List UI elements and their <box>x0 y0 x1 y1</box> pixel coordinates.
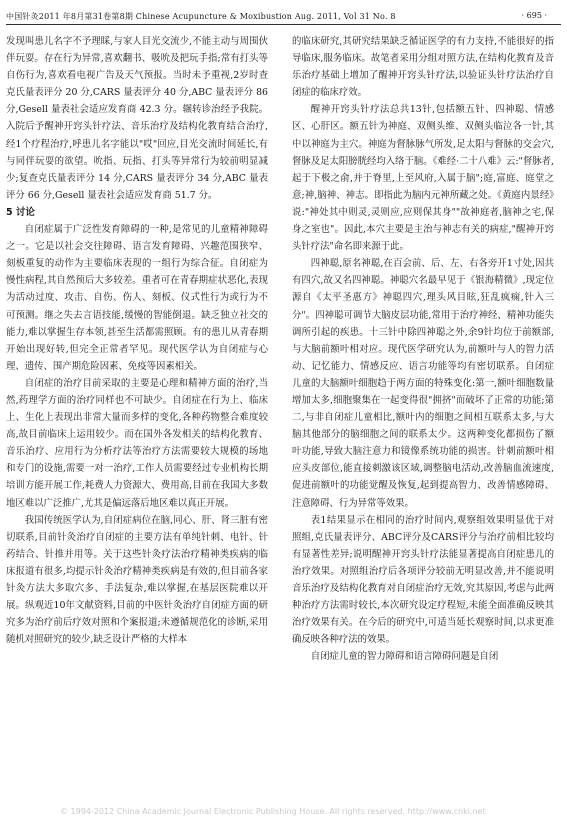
header-rule <box>6 24 561 25</box>
page-number: · 695 · <box>521 11 547 20</box>
method-paragraph: 醒神开窍头针疗法总共13针,包括额五针、四神聪、情感区、心肝区。额五针为神庭、双侧头维、双侧头临泣各一针,其中以神庭为主穴。神庭为督脉脉气所发,足太阳与督脉的交会穴,督脉及足太阳膀胱经均入络于脑。《难经·二十八难》云:"督脉者,起于下极之俞,并于脊里,上至风府,入属于脑";庭,富庭、庭堂之意;神,脑神、神志。即指此为脑内元神所藏之处。《黄庭内景经》说:"神处其中则灵,灵则应,应则保其身""故神庭者,脑神之宅,保身之室也"。因此,本穴主要是主治与神志有关的病症,"醒神开窍头针疗法"命名即来源于此。 <box>292 104 554 253</box>
left-column <box>6 33 268 648</box>
discussion-paragraph-1: 自闭症属于广泛性发育障碍的一种,是常见的儿童精神障碍之一。它是以社会交往障碍、语言发育障碍、兴趣范围狭窄、刻板重复的动作为主要临床表现的一组行为综合征。自闭症为慢性病程,其自然预后大多较差。重者可在青春期症状恶化,表现为活动过度、攻击、自伤、伤人、刻板、仪式性行为或行为不可预测。继之失去言语技能,缓慢的智能倒退。缺乏独立社交的能力,难以掌握生存本领,甚至生活都需照顾。有的患儿从青春期开始出现好转,但完全正常者罕见。现代医学认为自闭症与心理、遗传、围产期危险因素、免疫等因素相关。 <box>6 224 268 372</box>
copyright-watermark: © 1994-2012 China Academic Journal Electronic Publishing House. All rights reserved. http://www.cnki.net <box>60 807 486 816</box>
right-column <box>292 33 554 665</box>
section-title-discussion: 5 讨论 <box>6 206 35 218</box>
running-header <box>0 0 567 28</box>
sishencong-paragraph: 四神聪,原名神聪,在百会前、后、左、右各旁开1寸处,因共有四穴,故又名四神聪。神聪穴名最早见于《银海精微》,现定位源自《太平圣惠方》神聪四穴,理头风目眩,狂乱疯痫,针入三分"。四神聪可调节大脑皮层功能,常用于治疗神经、精神功能失调所引起的疾患。十三针中除四神聪之外,余9针均位于前额部,与大脑前额叶相对应。现代医学研究认为,前额叶与人的智力活动、记忆能力、情感反应、语言功能等均有密切联系。自闭症儿童的大脑额叶细胞趋于两方面的特殊变化:第一,额叶细胞数量增加太多,细胞聚集在一起变得很"拥挤"而破坏了正常的功能;第二,与非自闭症儿童相比,额叶内的细胞之间相互联系太多,与大脑其他部分的脑细胞之间的联系太少。这两种变化都损伤了额叶功能,导致大脑注意力和镜像系统功能的损害。针刺前额叶相应头皮部位,能直接刺激该区域,调整脑电活动,改善脑血流速度,促进前额叶的功能觉醒及恢复,起到提高智力、改善情感障碍、注意障碍、行为异常等效果。 <box>292 258 554 509</box>
closing-paragraph: 自闭症儿童的智力障碍和语言障碍问题是自闭 <box>310 651 499 663</box>
results-paragraph: 表1结果显示在相同的治疗时间内,观察组效果明显优于对照组,克氏量表评分、ABC评分及CARS评分与治疗前相比较均有显著性差异;说明醒神开窍头针疗法能显著提高自闭症患儿的治疗效果。对照组治疗后各项评分较前无明显改善,并不能说明音乐治疗及结构化教育对自闭症治疗无效,究其原因,考虑与此两种治疗方法需时较长,本次研究设定疗程短,未能全面准确反映其治疗效果有关。在今后的研究中,可适当延长观察时间,以求更准确反映各种疗法的效果。 <box>292 514 554 646</box>
journal-citation: 中国针灸2011 年8月第31卷第8期 Chinese Acupuncture & Moxibustion Aug. 2011, Vol 31 No. 8 <box>6 12 396 21</box>
discussion-paragraph-3: 我国传统医学认为,自闭症病位在脑,同心、肝、肾三脏有密切联系,目前针灸治疗自闭症的主要方法有单纯针刺、电针、针药结合、针推并用等。关于这些针灸疗法治疗精神类疾病的临床报道有很多,均提示针灸治疗精神类疾病是有效的,但目前各家针灸方法大多取穴多、手法复杂,难以掌握,在基层医院难以开展。纵观近10年文献资料,目前的中医针灸治疗自闭症方面的研究多为治疗前后疗效对照和个案报道;未遵循规范化的诊断,采用随机对照研究的较少,缺乏设计严格的大样本 <box>6 514 268 646</box>
discussion-paragraph-2: 自闭症的治疗目前采取的主要是心理和精神方面的治疗,当然,药理学方面的治疗同样也不可缺少。自闭症在行为上、临床上、生化上表现出非常大量而多样的变化,各种药物整合难度较高,故目前临床上运用较少。而在国外各发相关的结构化教育、音乐治疗、应用行为分析疗法等治疗方法需要较大规模的场地和专门的设施,需要一对一治疗,工作人员需要经过专业机构长期培训方能开展工作,耗费人力资源大、费用高,目前在我国大多数地区难以广泛推广,尤其是偏远落后地区难以真正开展。 <box>6 377 268 509</box>
continuation-paragraph: 的临床研究,其研究结果缺乏循证医学的有力支持,不能很好的指导临床,服务临床。故笔者采用分组对照方法,在结构化教育及音乐治疗基础上增加了醒神开窍头针疗法,以验证头针疗法治疗自闭症的临床疗效。 <box>292 36 554 99</box>
case-report-paragraph: 发现叫患儿名字不予理睬,与家人目光交流少,不能主动与周围伙伴玩耍。存在行为异常,喜欢翻书、吸吮及把玩手指;常有打头等自伤行为,喜欢看电视广告及天气预报。当时未予重视,2岁时查克氏量表评分 20 分,CARS 量表评分 40 分,ABC 量表评分 86 分,Gesell 量表社会适应发育商 42.3 分。辗转诊治经予我院。入院后予醒神开窍头针疗法、音乐治疗及结构化教育结合治疗,经1个疗程治疗,呼患儿名字能以"哎"回应,目光交流时间延长,有与同伴玩耍的欲望。吮指、玩指、打头等异常行为较前明显减少;复查克氏量表评分 14 分,CARS 量表评分 34 分,ABC 量表评分 66 分,Gesell 量表社会适应发育商 51.7 分。 <box>6 36 268 201</box>
